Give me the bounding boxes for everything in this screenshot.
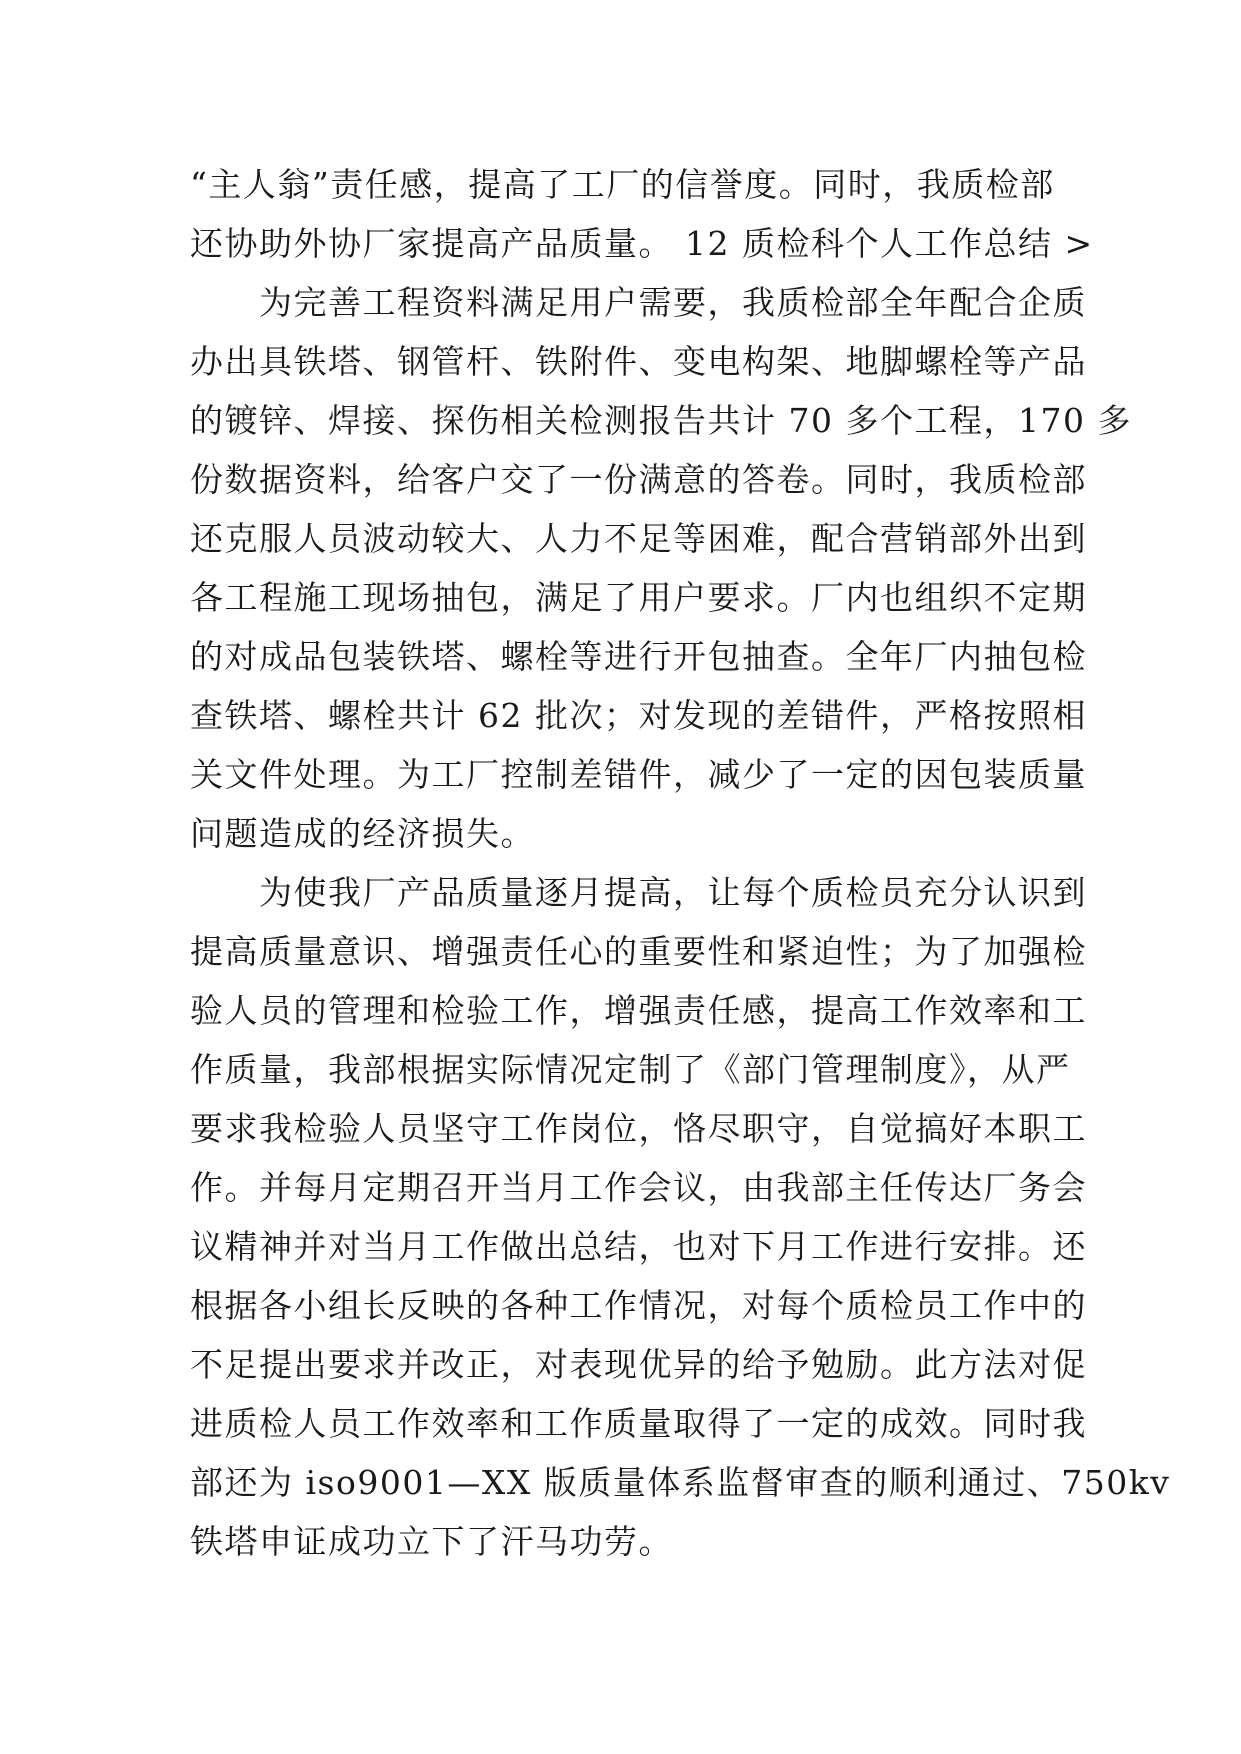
- text-line: 作。并每月定期召开当月工作会议，由我部主任传达厂务会: [190, 1168, 1087, 1207]
- text-line: 还克服人员波动较大、人力不足等困难，配合营销部外出到: [190, 519, 1087, 558]
- text-line: “主人翁”责任感，提高了工厂的信誉度。同时，我质检部: [190, 165, 1055, 204]
- text-line: 为使我厂产品质量逐月提高，让每个质检员充分认识到: [190, 873, 1087, 912]
- text-line: 还协助外协厂家提高产品质量。 12 质检科个人工作总结 >: [190, 224, 1094, 263]
- text-line: 各工程施工现场抽包，满足了用户要求。厂内也组织不定期: [190, 578, 1087, 617]
- paragraph-quality-management: [190, 863, 1171, 1571]
- text-line: 不足提出要求并改正，对表现优异的给予勉励。此方法对促: [190, 1345, 1087, 1384]
- text-line: 议精神并对当月工作做出总结，也对下月工作进行安排。还: [190, 1227, 1087, 1266]
- paragraph-engineering-data: [190, 273, 1132, 863]
- text-line: 查铁塔、螺栓共计 62 批次；对发现的差错件，严格按照相: [190, 696, 1087, 735]
- text-line: 份数据资料，给客户交了一份满意的答卷。同时，我质检部: [190, 460, 1087, 499]
- text-line: 铁塔申证成功立下了汗马功劳。: [190, 1522, 673, 1561]
- text-line: 问题造成的经济损失。: [190, 814, 535, 853]
- text-line: 作质量，我部根据实际情况定制了《部门管理制度》，从严: [190, 1050, 1071, 1089]
- paragraph-intro: [190, 155, 1094, 273]
- text-line: 进质检人员工作效率和工作质量取得了一定的成效。同时我: [190, 1404, 1087, 1443]
- text-line: 关文件处理。为工厂控制差错件，减少了一定的因包装质量: [190, 755, 1087, 794]
- text-line: 验人员的管理和检验工作，增强责任感，提高工作效率和工: [190, 991, 1087, 1030]
- text-line: 的镀锌、焊接、探伤相关检测报告共计 70 多个工程，170 多: [190, 401, 1132, 440]
- text-line: 为完善工程资料满足用户需要，我质检部全年配合企质: [190, 283, 1087, 322]
- text-line: 的对成品包装铁塔、螺栓等进行开包抽查。全年厂内抽包检: [190, 637, 1087, 676]
- text-line: 要求我检验人员坚守工作岗位，恪尽职守，自觉搞好本职工: [190, 1109, 1087, 1148]
- text-line: 办出具铁塔、钢管杆、铁附件、变电构架、地脚螺栓等产品: [190, 342, 1087, 381]
- document-page: [190, 155, 1171, 1571]
- text-line: 根据各小组长反映的各种工作情况，对每个质检员工作中的: [190, 1286, 1087, 1325]
- text-line: 部还为 iso9001—XX 版质量体系监督审查的顺利通过、750kv: [190, 1463, 1171, 1502]
- text-line: 提高质量意识、增强责任心的重要性和紧迫性；为了加强检: [190, 932, 1087, 971]
